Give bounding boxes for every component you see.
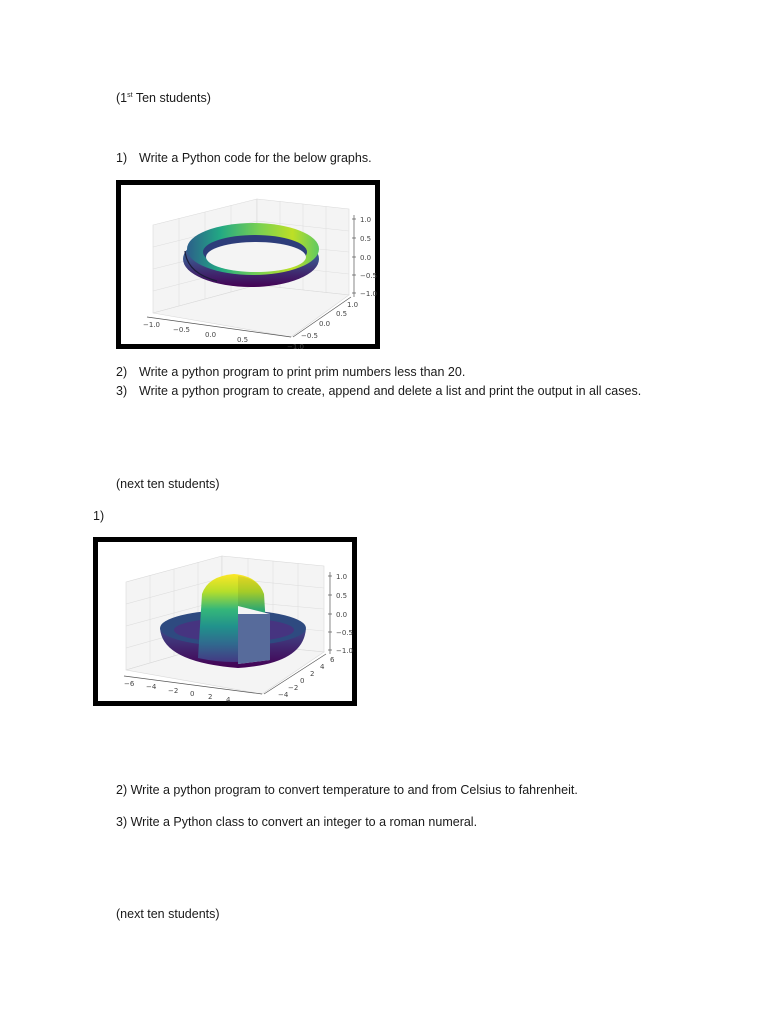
x-tick-label: −1.0 — [143, 321, 160, 329]
y-tick-label: 2 — [310, 670, 315, 678]
y-tick-label: 4 — [320, 663, 325, 671]
figure-2-dome-plot — [93, 537, 357, 706]
y-tick-label: −1.0 — [287, 343, 304, 351]
ring-surface — [183, 223, 319, 287]
y-tick-label: 0.0 — [319, 320, 331, 328]
z-tick-label: 0.5 — [360, 235, 372, 243]
x-tick-label: −6 — [124, 680, 135, 688]
z-tick-label: −0.5 — [336, 629, 353, 637]
dome-plot-svg — [98, 542, 353, 704]
z-tick-label: 1.0 — [336, 573, 348, 581]
x-tick-label: 2 — [208, 693, 213, 701]
section2-question-2: 2) Write a python program to convert temperature to and from Celsius to fahrenheit. — [116, 783, 578, 797]
section1-header-sup: st — [127, 92, 133, 99]
y-tick-label: −2 — [288, 684, 299, 692]
y-tick-label: 1.0 — [347, 301, 359, 309]
z-tick-label: −1.0 — [336, 647, 353, 655]
z-tick-label: 0.5 — [336, 592, 348, 600]
x-tick-label: −2 — [168, 687, 179, 695]
question-text: Write a python program to print prim numbers less than 20. — [139, 365, 466, 379]
section1-header-post: Ten students) — [132, 91, 211, 105]
z-tick-label: 0.0 — [336, 611, 348, 619]
x-tick-label: −0.5 — [173, 326, 190, 334]
y-tick-label: 0 — [300, 677, 305, 685]
z-tick-label: −1.0 — [360, 290, 377, 298]
section1-question-1 — [116, 150, 372, 166]
question-number: 1) — [116, 151, 128, 165]
question-text: Write a python program to create, append and delete a list and print the output in all cases. — [139, 384, 642, 398]
x-tick-label: 4 — [226, 696, 231, 704]
section1-question-3 — [116, 383, 641, 399]
y-tick-label: 0.5 — [336, 310, 348, 318]
x-tick-label: −4 — [146, 683, 157, 691]
section2-question-3: 3) Write a Python class to convert an integer to a roman numeral. — [116, 815, 478, 829]
x-tick-label: 0.0 — [205, 331, 217, 339]
y-tick-label: 6 — [330, 656, 335, 664]
question-number: 3) — [116, 384, 128, 398]
section1-header — [116, 88, 211, 106]
z-tick-label: 1.0 — [360, 216, 372, 224]
y-tick-label: −0.5 — [301, 332, 318, 340]
question-number: 2) — [116, 365, 128, 379]
z-tick-label: −0.5 — [360, 272, 377, 280]
figure-1-ring-plot — [116, 180, 380, 349]
section2-header: (next ten students) — [116, 477, 220, 491]
section1-question-2 — [116, 364, 465, 380]
y-tick-label: −4 — [278, 691, 289, 699]
z-axis-ticks — [328, 573, 353, 655]
question-text: Write a Python code for the below graphs. — [139, 151, 372, 165]
z-axis-ticks — [352, 216, 377, 298]
section2-question-1-number: 1) — [93, 509, 105, 523]
z-tick-label: 0.0 — [360, 254, 372, 262]
x-tick-label: 0 — [190, 690, 195, 698]
ring-plot-svg — [121, 185, 377, 351]
section1-header-pre: (1 — [116, 91, 128, 105]
x-tick-label: 0.5 — [237, 336, 249, 344]
section3-header: (next ten students) — [116, 907, 220, 921]
